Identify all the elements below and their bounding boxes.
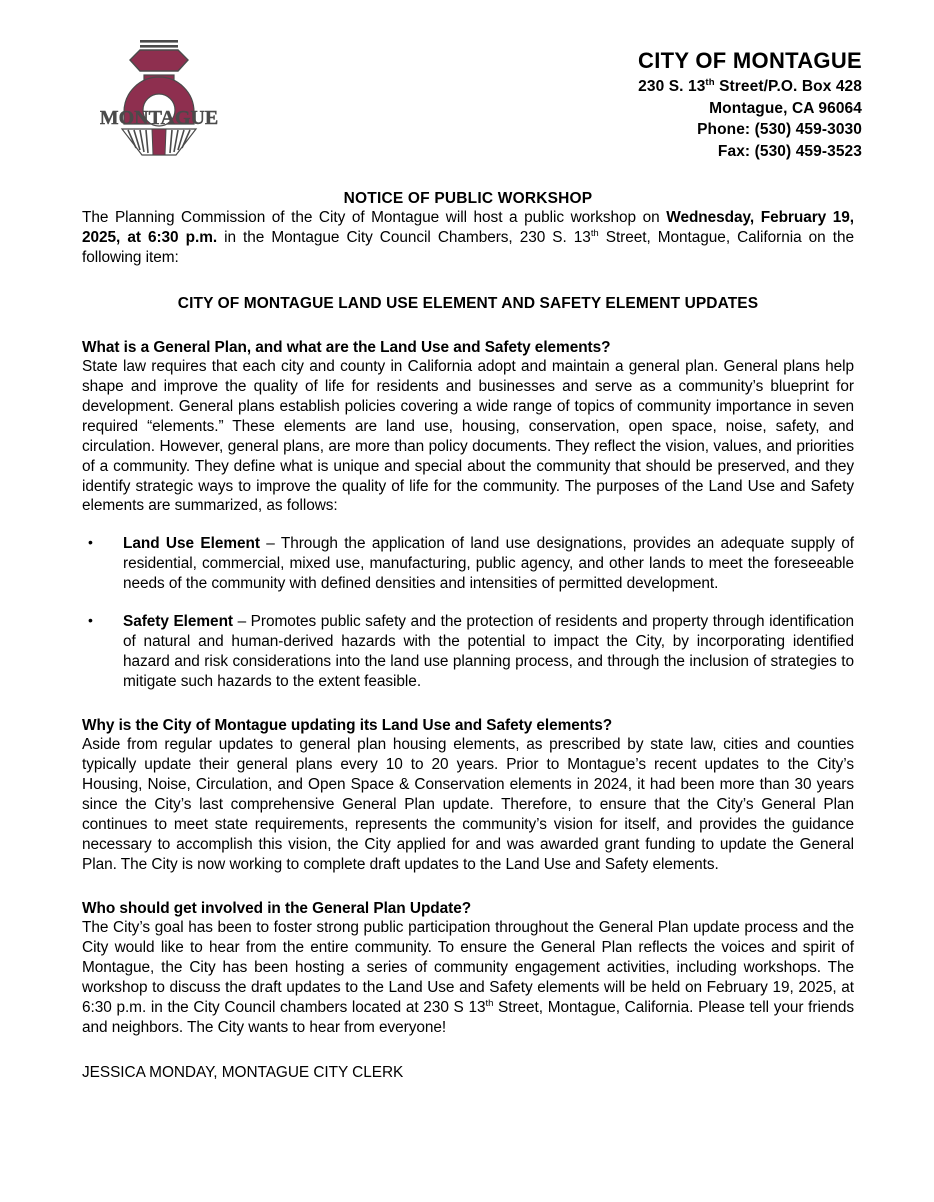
section-heading-general-plan: What is a General Plan, and what are the Land Use and Safety elements?	[82, 339, 611, 357]
document-body	[0, 190, 934, 1082]
bullet-icon: •	[88, 611, 93, 628]
address-city-line: Montague, CA 96064	[709, 99, 862, 117]
city-name: CITY OF MONTAGUE	[638, 48, 862, 73]
section-body-why-updating: Aside from regular updates to general plan housing elements, as prescribed by state law, cities and counties typically update their general plans every 10 to 20 years. Prior to Montague’s recent updates to the City’s Housing, Noise, Circulation, and Open Space & Conservation elements in 2024, it had been more than 30 years since the City’s last comprehensive General Plan update. Therefore, to ensure that the City’s General Plan continues to meet state requirements, represents the community’s vision for itself, and provides the guidance necessary to accomplish this vision, the City applied for and was awarded grant funding to update the General Plan. The City is now working to complete draft updates to the Land Use and Safety elements.	[82, 736, 854, 873]
montague-smokestack-logo-icon	[100, 36, 218, 156]
section-body-general-plan: State law requires that each city and county in California adopt and maintain a general plan. General plans help shape and improve the quality of life for residents and businesses and serve as a community’s blueprint for development. General plans establish policies covering a wide range of topics of community importance in seven required “elements.” These elements are land use, housing, conservation, open space, noise, safety, and circulation. However, general plans, are more than policy documents. They reflect the vision, values, and priorities of a community. They define what is unique and special about the community that should be preserved, and they identify strategic ways to improve the quality of life for the community. The purposes of the Land Use and Safety elements are summarized, as follows:	[82, 358, 854, 515]
letterhead	[0, 0, 934, 162]
notice-title: NOTICE OF PUBLIC WORKSHOP	[343, 189, 593, 207]
ordinal-suffix: th	[705, 77, 715, 89]
logo-wordmark: MONTAGUE	[100, 107, 218, 129]
city-logo	[72, 30, 222, 156]
signature-line: JESSICA MONDAY, MONTAGUE CITY CLERK	[82, 1063, 404, 1081]
city-address-block	[638, 30, 862, 162]
page-title: CITY OF MONTAGUE LAND USE ELEMENT AND SAFETY ELEMENT UPDATES	[177, 295, 759, 313]
section-heading-who-involved: Who should get involved in the General Plan Update?	[82, 900, 472, 918]
fax-line: Fax: (530) 459-3523	[717, 142, 862, 160]
ordinal-suffix: th	[485, 997, 494, 1009]
section-heading-why-updating: Why is the City of Montague updating its Land Use and Safety elements?	[82, 717, 613, 735]
list-item-term: Land Use Element	[123, 535, 260, 553]
address-street-line: 230 S. 13th Street/P.O. Box 428	[638, 77, 862, 96]
list-item-term: Safety Element	[123, 612, 233, 630]
list-item	[82, 612, 854, 691]
bullet-icon: •	[88, 534, 93, 551]
intro-paragraph: The Planning Commission of the City of Montague will host a public workshop on Wednesday, February 19, 2025, at 6:30 p.m. in the Montague City Council Chambers, 230 S. 13th Street, Montague, California on the following item:	[82, 208, 855, 266]
workshop-datetime: Wednesday, February 19, 2025, at 6:30 p.m.	[82, 208, 855, 246]
section-body-who-involved: The City’s goal has been to foster strong public participation throughout the General Plan update process and the City would like to hear from the entire community. To ensure the General Plan reflects the voices and spirit of Montague, the City has been hosting a series of community engagement activities, including workshops. The workshop to discuss the draft updates to the Land Use and Safety elements will be held on February 19, 2025, at 6:30 p.m. in the City Council chambers located at 230 S 13th Street, Montague, California. Please tell your friends and neighbors. The City wants to hear from everyone!	[82, 919, 854, 1036]
list-item-text: – Through the application of land use designations, provides an adequate supply of residential, commercial, mixed use, manufacturing, public agency, and other lands to meet the foreseeable needs of the community with defined densities and intensities of permitted development.	[123, 535, 854, 593]
list-item-text: – Promotes public safety and the protection of residents and property through identification of natural and human-derived hazards with the potential to impact the City, by incorporating identified hazard and risk considerations into the land use planning process, and through the inclusion of strategies to mitigate such hazards to the extent feasible.	[123, 612, 854, 690]
list-item	[82, 534, 854, 594]
phone-line: Phone: (530) 459-3030	[697, 121, 862, 139]
element-summary-list	[82, 534, 854, 691]
ordinal-suffix: th	[590, 227, 599, 239]
